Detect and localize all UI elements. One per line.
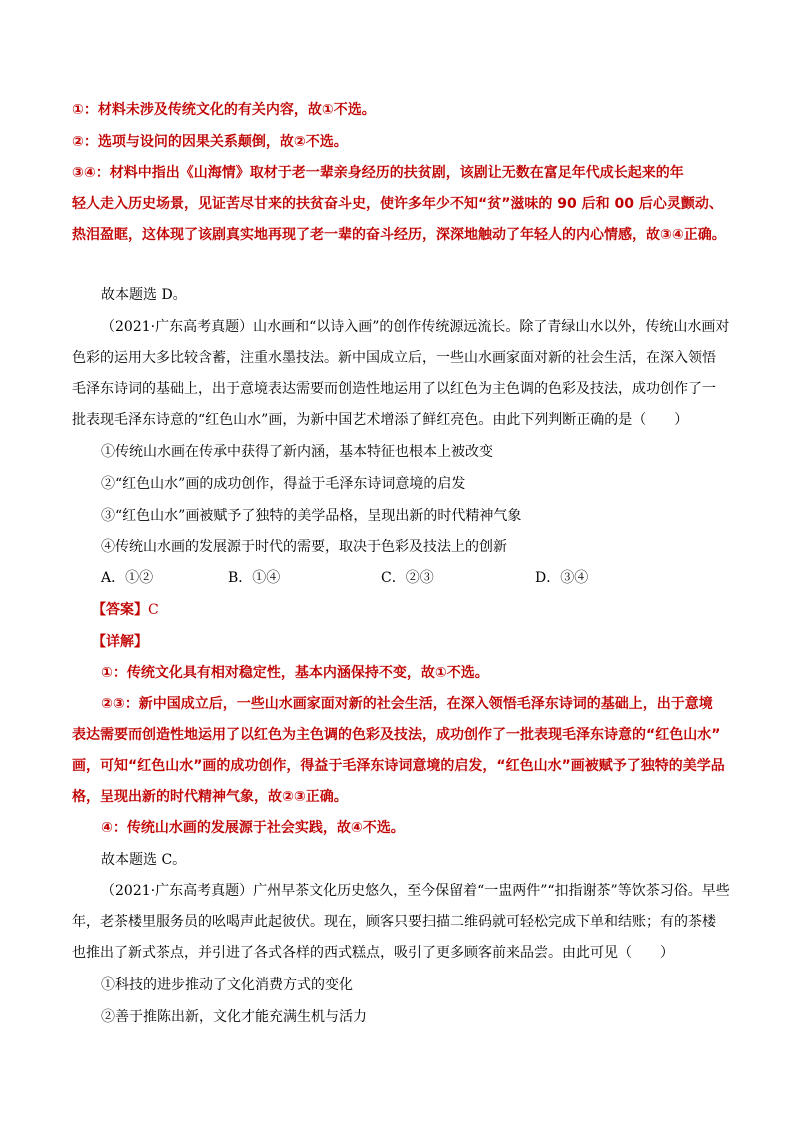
q2-detail-2a: ②③：新中国成立后，一些山水画家面对新的社会生活，在深入领悟毛泽东诗词的基础上，出于意境 <box>101 696 713 712</box>
option-b: B．①④ <box>228 570 281 586</box>
conclusion-1: 故本题选 D。 <box>101 287 187 303</box>
detail-line-2: ②：选项与设问的因果关系颠倒，故②不选。 <box>72 134 348 150</box>
q2-detail-2b: 表达需要而创造性地运用了以红色为主色调的色彩及技法，成功创作了一批表现毛泽东诗意的“红色山水” <box>72 727 721 743</box>
conclusion-2: 故本题选 C。 <box>101 852 187 868</box>
detail-line-1: ①：材料未涉及传统文化的有关内容，故①不选。 <box>72 102 376 118</box>
question-2-stem-1: （2021·广东高考真题）山水画和“以诗入画”的创作传统源远流长。除了青绿山水以外，传统山水画对 <box>101 319 730 335</box>
q2-detail-2d: 格，呈现出新的时代精神气象，故②③正确。 <box>72 789 348 805</box>
q2-detail-3: ④：传统山水画的发展源于社会实践，故④不选。 <box>101 820 405 836</box>
option-c: C．②③ <box>381 570 434 586</box>
detail-line-3a: ③④：材料中指出《山海情》取材于老一辈亲身经历的扶贫剧，该剧让无数在富足年代成长起来的年 <box>72 165 684 181</box>
q2-detail-2c: 画，可知“红色山水”画的成功创作，得益于毛泽东诗词意境的启发，“红色山水”画被赋予了独特的美学品 <box>72 758 725 774</box>
answer-label: 【答案】 <box>92 602 148 618</box>
question-2-item-1: ①传统山水画在传承中获得了新内涵，基本特征也根本上被改变 <box>101 444 493 460</box>
option-a: A．①② <box>101 570 154 586</box>
question-3-stem-3: 也推出了新式茶点，并引进了各式各样的西式糕点，吸引了更多顾客前来品尝。由此可见（ ） <box>72 945 674 961</box>
answer-row <box>92 600 159 620</box>
question-3-stem-1: （2021·广东高考真题）广州早茶文化历史悠久，至今保留着“一盅两件”“扣指谢茶”等饮茶习俗。早些 <box>101 883 730 899</box>
detail-label: 【详解】 <box>92 634 148 650</box>
question-3-stem-2: 年，老茶楼里服务员的吆喝声此起彼伏。现在，顾客只要扫描二维码就可轻松完成下单和结账；有的茶楼 <box>72 914 716 930</box>
question-2-stem-2: 色彩的运用大多比较含蓄，注重水墨技法。新中国成立后，一些山水画家面对新的社会生活，在深入领悟 <box>72 350 716 366</box>
question-2-item-2: ②“红色山水”画的成功创作，得益于毛泽东诗词意境的启发 <box>101 476 466 492</box>
detail-line-3b: 轻人走入历史场景，见证苦尽甘来的扶贫奋斗史，使许多年少不知“贫”滋味的 90 后和 00 后心灵颤动、 <box>72 196 723 212</box>
answer-value: C <box>148 602 159 618</box>
question-3-item-2: ②善于推陈出新，文化才能充满生机与活力 <box>101 1009 367 1025</box>
option-d: D．③④ <box>535 570 589 586</box>
question-2-item-4: ④传统山水画的发展源于时代的需要，取决于色彩及技法上的创新 <box>101 539 507 555</box>
question-2-item-3: ③“红色山水”画被赋予了独特的美学品格，呈现出新的时代精神气象 <box>101 508 522 524</box>
question-3-item-1: ①科技的进步推动了文化消费方式的变化 <box>101 977 353 993</box>
question-2-stem-4: 批表现毛泽东诗意的“红色山水”画，为新中国艺术增添了鲜红亮色。由此下列判断正确的是（ ） <box>72 412 689 428</box>
question-2-stem-3: 毛泽东诗词的基础上，出于意境表达需要而创造性地运用了以红色为主色调的色彩及技法，成功创作了一 <box>72 381 716 397</box>
q2-detail-1: ①：传统文化具有相对稳定性，基本内涵保持不变，故①不选。 <box>101 665 489 681</box>
detail-line-3c: 热泪盈眶，这体现了该剧真实地再现了老一辈的奋斗经历，深深地触动了年轻人的内心情感，故③④正确。 <box>72 227 726 243</box>
